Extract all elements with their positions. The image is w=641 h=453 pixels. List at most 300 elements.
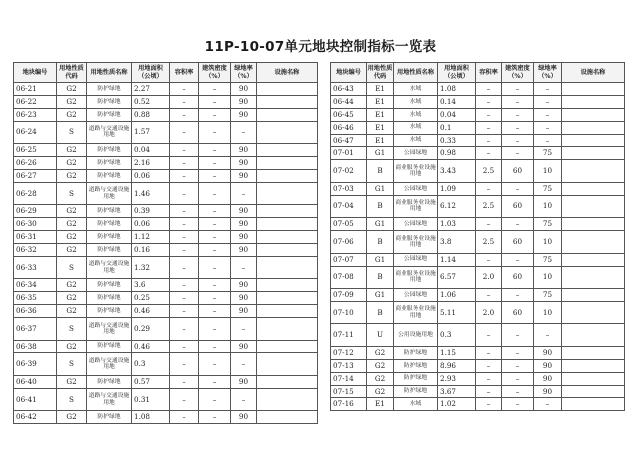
far-cell: – <box>170 205 199 218</box>
table-row <box>14 318 318 341</box>
green-rate-cell: 90 <box>231 205 257 218</box>
land-use-code-cell: E1 <box>367 95 394 108</box>
density-cell: – <box>502 385 534 398</box>
land-use-code-cell: G1 <box>367 289 394 302</box>
far-cell: – <box>476 385 502 398</box>
land-use-code-cell: G2 <box>57 95 87 108</box>
far-cell: – <box>170 244 199 257</box>
land-use-name-cell: 水域 <box>394 134 438 147</box>
land-use-code-cell: B <box>367 301 394 324</box>
land-use-name-cell: 防护绿地 <box>87 340 132 353</box>
area-cell: 2.93 <box>438 372 476 385</box>
plot-id-cell: 06-27 <box>14 169 57 182</box>
area-cell: 0.16 <box>132 244 170 257</box>
green-rate-cell: – <box>231 256 257 279</box>
facility-name-cell <box>257 353 318 376</box>
table-row <box>14 375 318 388</box>
far-cell: – <box>476 359 502 372</box>
plot-id-cell: 06-22 <box>14 95 57 108</box>
land-use-name-cell: 道路与交通设施用地 <box>87 121 132 144</box>
table-body <box>14 83 318 424</box>
table-row <box>14 218 318 231</box>
facility-name-cell <box>257 279 318 292</box>
far-cell: 2.5 <box>476 160 502 183</box>
table-row <box>14 95 318 108</box>
table-row <box>331 182 625 195</box>
land-use-name-cell: 防护绿地 <box>87 218 132 231</box>
green-rate-cell: – <box>534 121 562 134</box>
green-rate-cell: 90 <box>231 305 257 318</box>
land-use-name-cell: 商业服务业设施用地 <box>394 160 438 183</box>
land-use-code-cell: B <box>367 231 394 254</box>
document-title: 11P-10-07单元地块控制指标一览表 <box>204 39 437 55</box>
density-cell: – <box>502 83 534 96</box>
land-use-code-cell: U <box>367 324 394 347</box>
land-use-name-cell: 防护绿地 <box>394 372 438 385</box>
far-cell: – <box>476 324 502 347</box>
header-far: 容积率 <box>170 63 199 83</box>
density-cell: – <box>502 324 534 347</box>
land-use-name-cell: 商业服务业设施用地 <box>394 231 438 254</box>
green-rate-cell: 90 <box>231 340 257 353</box>
land-use-name-cell: 公园绿地 <box>394 253 438 266</box>
density-cell: – <box>502 121 534 134</box>
land-use-name-cell: 防护绿地 <box>87 169 132 182</box>
land-use-name-cell: 防护绿地 <box>394 346 438 359</box>
table-row <box>14 353 318 376</box>
area-cell: 0.06 <box>132 218 170 231</box>
land-use-code-cell: G1 <box>367 218 394 231</box>
green-rate-cell: 90 <box>231 375 257 388</box>
table-row <box>14 292 318 305</box>
land-use-name-cell: 道路与交通设施用地 <box>87 388 132 411</box>
facility-name-cell <box>257 305 318 318</box>
plot-id-cell: 06-32 <box>14 244 57 257</box>
plot-id-cell: 07-07 <box>331 253 367 266</box>
density-cell: – <box>199 231 231 244</box>
far-cell: – <box>170 157 199 170</box>
facility-name-cell <box>257 121 318 144</box>
green-rate-cell: – <box>534 95 562 108</box>
density-cell: – <box>502 95 534 108</box>
green-rate-cell: – <box>231 318 257 341</box>
density-cell: – <box>199 95 231 108</box>
table-row <box>331 346 625 359</box>
area-cell: 6.57 <box>438 266 476 289</box>
land-use-code-cell: E1 <box>367 83 394 96</box>
land-use-code-cell: G2 <box>57 411 87 424</box>
header-land-use-code: 用地性质代码 <box>57 63 87 83</box>
facility-name-cell <box>562 372 625 385</box>
far-cell: – <box>170 318 199 341</box>
plot-id-cell: 06-43 <box>331 83 367 96</box>
far-cell: – <box>170 121 199 144</box>
plot-id-cell: 06-41 <box>14 388 57 411</box>
area-cell: 1.46 <box>132 182 170 205</box>
density-cell: – <box>199 144 231 157</box>
facility-name-cell <box>562 398 625 411</box>
area-cell: 1.14 <box>438 253 476 266</box>
land-use-name-cell: 商业服务业设施用地 <box>394 195 438 218</box>
plot-id-cell: 07-10 <box>331 301 367 324</box>
land-use-code-cell: G2 <box>57 169 87 182</box>
far-cell: – <box>170 305 199 318</box>
land-use-code-cell: G2 <box>57 244 87 257</box>
plot-id-cell: 06-29 <box>14 205 57 218</box>
land-use-code-cell: G1 <box>367 182 394 195</box>
density-cell: – <box>502 134 534 147</box>
far-cell: – <box>170 83 199 96</box>
green-rate-cell: 10 <box>534 160 562 183</box>
plot-id-cell: 06-31 <box>14 231 57 244</box>
land-use-code-cell: G2 <box>367 346 394 359</box>
plot-id-cell: 07-13 <box>331 359 367 372</box>
area-cell: 0.88 <box>132 108 170 121</box>
table-row <box>331 195 625 218</box>
area-cell: 1.08 <box>438 83 476 96</box>
area-cell: 1.32 <box>132 256 170 279</box>
area-cell: 3.6 <box>132 279 170 292</box>
green-rate-cell: – <box>231 121 257 144</box>
facility-name-cell <box>257 95 318 108</box>
far-cell: – <box>170 340 199 353</box>
land-use-code-cell: S <box>57 318 87 341</box>
density-cell: – <box>502 346 534 359</box>
density-cell: – <box>199 121 231 144</box>
land-use-name-cell: 道路与交通设施用地 <box>87 353 132 376</box>
green-rate-cell: – <box>534 83 562 96</box>
table-row <box>14 340 318 353</box>
facility-name-cell <box>562 83 625 96</box>
density-cell: – <box>199 218 231 231</box>
area-cell: 0.25 <box>132 292 170 305</box>
far-cell: – <box>170 231 199 244</box>
density-cell: 60 <box>502 195 534 218</box>
green-rate-cell: – <box>534 108 562 121</box>
land-use-code-cell: G2 <box>367 385 394 398</box>
table-row <box>331 289 625 302</box>
far-cell: – <box>476 372 502 385</box>
area-cell: 0.98 <box>438 147 476 160</box>
land-use-code-cell: B <box>367 266 394 289</box>
land-use-name-cell: 商业服务业设施用地 <box>394 301 438 324</box>
land-use-name-cell: 商业服务业设施用地 <box>394 266 438 289</box>
land-use-name-cell: 防护绿地 <box>87 244 132 257</box>
header-facility-name: 设施名称 <box>562 63 625 83</box>
table-row <box>331 398 625 411</box>
facility-name-cell <box>562 301 625 324</box>
land-use-code-cell: G2 <box>57 305 87 318</box>
land-use-name-cell: 公园绿地 <box>394 289 438 302</box>
land-use-code-cell: S <box>57 256 87 279</box>
facility-name-cell <box>257 144 318 157</box>
plot-id-cell: 06-45 <box>331 108 367 121</box>
land-use-name-cell: 防护绿地 <box>394 385 438 398</box>
table-row <box>14 83 318 96</box>
area-cell: 0.1 <box>438 121 476 134</box>
land-use-name-cell: 道路与交通设施用地 <box>87 318 132 341</box>
facility-name-cell <box>562 359 625 372</box>
green-rate-cell: 90 <box>231 157 257 170</box>
density-cell: – <box>199 169 231 182</box>
plot-id-cell: 07-16 <box>331 398 367 411</box>
area-cell: 0.06 <box>132 169 170 182</box>
table-row <box>14 388 318 411</box>
density-cell: – <box>199 318 231 341</box>
land-use-name-cell: 防护绿地 <box>87 292 132 305</box>
land-use-code-cell: G2 <box>367 359 394 372</box>
plot-id-cell: 06-30 <box>14 218 57 231</box>
land-use-code-cell: G1 <box>367 147 394 160</box>
land-use-name-cell: 水域 <box>394 108 438 121</box>
far-cell: – <box>476 83 502 96</box>
green-rate-cell: 75 <box>534 218 562 231</box>
far-cell: – <box>170 375 199 388</box>
area-cell: 0.46 <box>132 340 170 353</box>
table-row <box>14 411 318 424</box>
area-cell: 0.52 <box>132 95 170 108</box>
facility-name-cell <box>257 182 318 205</box>
land-use-name-cell: 水域 <box>394 121 438 134</box>
plot-id-cell: 06-24 <box>14 121 57 144</box>
far-cell: – <box>170 182 199 205</box>
plot-id-cell: 07-05 <box>331 218 367 231</box>
land-use-name-cell: 道路与交通设施用地 <box>87 182 132 205</box>
table-row <box>14 108 318 121</box>
facility-name-cell <box>257 108 318 121</box>
far-cell: – <box>170 256 199 279</box>
facility-name-cell <box>562 195 625 218</box>
facility-name-cell <box>257 318 318 341</box>
area-cell: 3.43 <box>438 160 476 183</box>
green-rate-cell: 90 <box>534 372 562 385</box>
table-row <box>14 205 318 218</box>
table-row <box>331 160 625 183</box>
facility-name-cell <box>257 340 318 353</box>
plot-id-cell: 06-36 <box>14 305 57 318</box>
green-rate-cell: 75 <box>534 182 562 195</box>
land-use-code-cell: B <box>367 160 394 183</box>
area-cell: 1.12 <box>132 231 170 244</box>
area-cell: 0.14 <box>438 95 476 108</box>
land-use-code-cell: G2 <box>57 218 87 231</box>
far-cell: – <box>170 292 199 305</box>
green-rate-cell: 75 <box>534 289 562 302</box>
table-row <box>331 121 625 134</box>
table-row <box>331 95 625 108</box>
far-cell: 2.5 <box>476 195 502 218</box>
area-cell: 1.02 <box>438 398 476 411</box>
facility-name-cell <box>562 324 625 347</box>
far-cell: 2.0 <box>476 301 502 324</box>
area-cell: 1.08 <box>132 411 170 424</box>
area-cell: 3.8 <box>438 231 476 254</box>
land-use-name-cell: 防护绿地 <box>87 108 132 121</box>
green-rate-cell: 90 <box>231 279 257 292</box>
land-use-name-cell: 道路与交通设施用地 <box>87 256 132 279</box>
far-cell: – <box>476 134 502 147</box>
land-use-name-cell: 公用设施用地 <box>394 324 438 347</box>
header-area: 用地面积（公顷） <box>132 63 170 83</box>
green-rate-cell: 75 <box>534 253 562 266</box>
facility-name-cell <box>562 147 625 160</box>
plot-id-cell: 06-37 <box>14 318 57 341</box>
plot-id-cell: 06-25 <box>14 144 57 157</box>
facility-name-cell <box>257 157 318 170</box>
density-cell: – <box>502 372 534 385</box>
green-rate-cell: 90 <box>231 83 257 96</box>
facility-name-cell <box>257 375 318 388</box>
land-use-code-cell: G1 <box>367 253 394 266</box>
table-row <box>331 108 625 121</box>
plot-id-cell: 06-23 <box>14 108 57 121</box>
plot-id-cell: 06-40 <box>14 375 57 388</box>
land-use-name-cell: 防护绿地 <box>87 144 132 157</box>
far-cell: – <box>476 108 502 121</box>
density-cell: – <box>199 157 231 170</box>
area-cell: 0.04 <box>132 144 170 157</box>
density-cell: – <box>199 256 231 279</box>
land-use-name-cell: 水域 <box>394 83 438 96</box>
header-green-rate: 绿地率（%） <box>231 63 257 83</box>
area-cell: 5.11 <box>438 301 476 324</box>
far-cell: – <box>170 388 199 411</box>
land-use-code-cell: G2 <box>57 83 87 96</box>
land-use-code-cell: E1 <box>367 398 394 411</box>
area-cell: 0.39 <box>132 205 170 218</box>
table-row <box>14 279 318 292</box>
facility-name-cell <box>257 218 318 231</box>
density-cell: – <box>199 205 231 218</box>
green-rate-cell: 90 <box>231 411 257 424</box>
land-use-name-cell: 水域 <box>394 95 438 108</box>
land-use-code-cell: E1 <box>367 121 394 134</box>
plot-id-cell: 07-14 <box>331 372 367 385</box>
area-cell: 0.57 <box>132 375 170 388</box>
facility-name-cell <box>562 218 625 231</box>
table-row <box>14 305 318 318</box>
green-rate-cell: 10 <box>534 301 562 324</box>
green-rate-cell: 10 <box>534 195 562 218</box>
land-use-name-cell: 公园绿地 <box>394 147 438 160</box>
table-row <box>14 169 318 182</box>
land-use-code-cell: G2 <box>367 372 394 385</box>
green-rate-cell: 75 <box>534 147 562 160</box>
far-cell: – <box>476 95 502 108</box>
green-rate-cell: 90 <box>231 231 257 244</box>
facility-name-cell <box>562 134 625 147</box>
table-row <box>331 385 625 398</box>
facility-name-cell <box>257 388 318 411</box>
table-header-row <box>331 63 625 83</box>
green-rate-cell: – <box>534 398 562 411</box>
far-cell: – <box>170 411 199 424</box>
green-rate-cell: 90 <box>231 169 257 182</box>
green-rate-cell: 90 <box>231 244 257 257</box>
facility-name-cell <box>562 160 625 183</box>
density-cell: – <box>502 108 534 121</box>
density-cell: – <box>199 108 231 121</box>
area-cell: 3.67 <box>438 385 476 398</box>
table-row <box>14 144 318 157</box>
far-cell: – <box>170 279 199 292</box>
land-use-code-cell: G2 <box>57 279 87 292</box>
plot-id-cell: 07-01 <box>331 147 367 160</box>
area-cell: 0.29 <box>132 318 170 341</box>
density-cell: – <box>199 305 231 318</box>
header-density: 建筑密度（%） <box>502 63 534 83</box>
plot-id-cell: 06-44 <box>331 95 367 108</box>
table-row <box>14 121 318 144</box>
land-use-code-cell: B <box>367 195 394 218</box>
density-cell: 60 <box>502 160 534 183</box>
green-rate-cell: – <box>231 353 257 376</box>
green-rate-cell: – <box>231 388 257 411</box>
plot-id-cell: 06-46 <box>331 121 367 134</box>
density-cell: 60 <box>502 266 534 289</box>
green-rate-cell: 90 <box>231 95 257 108</box>
land-use-name-cell: 防护绿地 <box>87 375 132 388</box>
density-cell: – <box>199 244 231 257</box>
area-cell: 1.15 <box>438 346 476 359</box>
land-use-name-cell: 公园绿地 <box>394 218 438 231</box>
density-cell: 60 <box>502 231 534 254</box>
density-cell: – <box>199 353 231 376</box>
plot-id-cell: 06-26 <box>14 157 57 170</box>
facility-name-cell <box>562 266 625 289</box>
plot-id-cell: 06-21 <box>14 83 57 96</box>
table-row <box>331 147 625 160</box>
table-row <box>14 256 318 279</box>
far-cell: – <box>476 182 502 195</box>
area-cell: 0.3 <box>438 324 476 347</box>
header-plot-id: 地块编号 <box>331 63 367 83</box>
far-cell: 2.0 <box>476 266 502 289</box>
land-use-code-cell: G2 <box>57 144 87 157</box>
table-row <box>331 372 625 385</box>
density-cell: – <box>502 147 534 160</box>
land-use-name-cell: 防护绿地 <box>87 305 132 318</box>
green-rate-cell: – <box>534 134 562 147</box>
facility-name-cell <box>562 289 625 302</box>
area-cell: 1.57 <box>132 121 170 144</box>
density-cell: – <box>502 182 534 195</box>
density-cell: – <box>502 253 534 266</box>
green-rate-cell: 90 <box>534 385 562 398</box>
table-row <box>331 218 625 231</box>
facility-name-cell <box>257 411 318 424</box>
table-body <box>331 83 625 411</box>
plot-id-cell: 06-38 <box>14 340 57 353</box>
far-cell: – <box>476 218 502 231</box>
density-cell: – <box>199 182 231 205</box>
density-cell: – <box>502 218 534 231</box>
table-row <box>331 83 625 96</box>
land-use-name-cell: 水域 <box>394 398 438 411</box>
area-cell: 0.3 <box>132 353 170 376</box>
far-cell: – <box>170 218 199 231</box>
green-rate-cell: 10 <box>534 266 562 289</box>
facility-name-cell <box>257 169 318 182</box>
land-use-name-cell: 防护绿地 <box>394 359 438 372</box>
plot-id-cell: 06-42 <box>14 411 57 424</box>
land-use-name-cell: 防护绿地 <box>87 279 132 292</box>
far-cell: – <box>476 253 502 266</box>
table-row <box>331 253 625 266</box>
far-cell: – <box>476 289 502 302</box>
facility-name-cell <box>562 108 625 121</box>
density-cell: – <box>199 279 231 292</box>
